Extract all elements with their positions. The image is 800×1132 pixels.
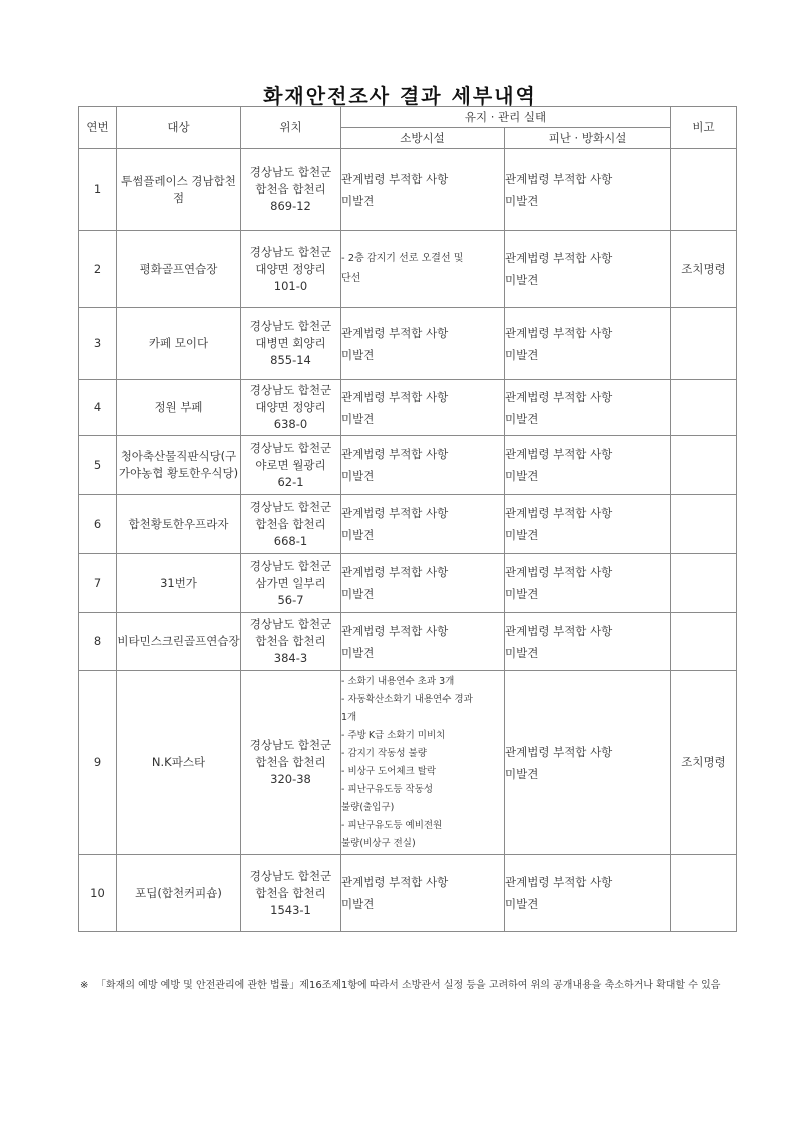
table-row <box>79 613 737 671</box>
header-fire-facility: 소방시설 <box>341 128 505 149</box>
row-fire-facility: 관계법령 부적합 사항 미발견 <box>341 855 505 932</box>
row-remark <box>671 149 737 231</box>
row-remark <box>671 380 737 436</box>
footnote-text: 「화재의 예방 예방 및 안전관리에 관한 법률」제16조제1항에 따라서 소방관서 실정 등을 고려하여 위의 공개내용을 축소하거나 확대할 수 있음 <box>96 980 721 991</box>
table-row <box>79 495 737 554</box>
reference-mark-icon: ※ <box>80 980 89 991</box>
row-target: 투썸플레이스 경남합천점 <box>117 149 241 231</box>
row-no: 6 <box>79 495 117 554</box>
row-remark <box>671 855 737 932</box>
row-remark <box>671 613 737 671</box>
row-location: 경상남도 합천군 대병면 회양리 855-14 <box>241 308 341 380</box>
row-no: 8 <box>79 613 117 671</box>
table-row <box>79 436 737 495</box>
row-no: 2 <box>79 231 117 308</box>
row-location: 경상남도 합천군 삼가면 일부리 56-7 <box>241 554 341 613</box>
row-no: 10 <box>79 855 117 932</box>
table-row <box>79 308 737 380</box>
row-evac-facility: 관계법령 부적합 사항 미발견 <box>505 380 671 436</box>
row-target: 평화골프연습장 <box>117 231 241 308</box>
page-title: 화재안전조사 결과 세부내역 <box>263 84 537 108</box>
row-target: 31번가 <box>117 554 241 613</box>
row-evac-facility: 관계법령 부적합 사항 미발견 <box>505 554 671 613</box>
row-fire-facility: - 2층 감지기 선로 오결선 및 단선 <box>341 231 505 308</box>
row-location: 경상남도 합천군 합천읍 합천리 1543-1 <box>241 855 341 932</box>
row-evac-facility: 관계법령 부적합 사항 미발견 <box>505 671 671 855</box>
row-no: 9 <box>79 671 117 855</box>
header-remark: 비고 <box>671 107 737 149</box>
row-remark <box>671 495 737 554</box>
row-location: 경상남도 합천군 합천읍 합천리 869-12 <box>241 149 341 231</box>
row-fire-facility: 관계법령 부적합 사항 미발견 <box>341 149 505 231</box>
row-target: 합천황토한우프라자 <box>117 495 241 554</box>
header-status: 유지 · 관리 실태 <box>341 107 671 128</box>
header-evac-facility: 피난 · 방화시설 <box>505 128 671 149</box>
row-fire-facility: - 소화기 내용연수 초과 3개 - 자동확산소화기 내용연수 경과 1개 - 주방 K급 소화기 미비치 - 감지기 작동성 불량 - 비상구 도어체크 탈락 - 피난구유도등 작동성 불량(출입구) - 피난구유도등 예비전원 불량(비상구 전실) <box>341 671 505 855</box>
row-remark: 조치명령 <box>671 671 737 855</box>
table-row <box>79 231 737 308</box>
table-row <box>79 380 737 436</box>
row-remark <box>671 436 737 495</box>
row-target: 포딥(합천커피숍) <box>117 855 241 932</box>
row-evac-facility: 관계법령 부적합 사항 미발견 <box>505 436 671 495</box>
table-row <box>79 554 737 613</box>
row-evac-facility: 관계법령 부적합 사항 미발견 <box>505 495 671 554</box>
row-target: 청아축산물직판식당(구 가야농협 황토한우식당) <box>117 436 241 495</box>
row-fire-facility: 관계법령 부적합 사항 미발견 <box>341 308 505 380</box>
inspection-results-table <box>78 106 737 932</box>
row-no: 5 <box>79 436 117 495</box>
row-location: 경상남도 합천군 야로면 월광리 62-1 <box>241 436 341 495</box>
header-no: 연번 <box>79 107 117 149</box>
row-remark <box>671 308 737 380</box>
row-evac-facility: 관계법령 부적합 사항 미발견 <box>505 231 671 308</box>
row-location: 경상남도 합천군 합천읍 합천리 384-3 <box>241 613 341 671</box>
row-location: 경상남도 합천군 합천읍 합천리 668-1 <box>241 495 341 554</box>
row-no: 3 <box>79 308 117 380</box>
row-evac-facility: 관계법령 부적합 사항 미발견 <box>505 613 671 671</box>
row-no: 4 <box>79 380 117 436</box>
table-row <box>79 855 737 932</box>
row-no: 7 <box>79 554 117 613</box>
row-target: 비타민스크린골프연습장 <box>117 613 241 671</box>
header-location: 위치 <box>241 107 341 149</box>
row-evac-facility: 관계법령 부적합 사항 미발견 <box>505 149 671 231</box>
row-no: 1 <box>79 149 117 231</box>
row-fire-facility: 관계법령 부적합 사항 미발견 <box>341 613 505 671</box>
row-fire-facility: 관계법령 부적합 사항 미발견 <box>341 554 505 613</box>
table-row <box>79 671 737 855</box>
row-location: 경상남도 합천군 합천읍 합천리 320-38 <box>241 671 341 855</box>
row-target: 카페 모이다 <box>117 308 241 380</box>
row-location: 경상남도 합천군 대양면 정양리 101-0 <box>241 231 341 308</box>
row-target: N.K파스타 <box>117 671 241 855</box>
row-evac-facility: 관계법령 부적합 사항 미발견 <box>505 308 671 380</box>
row-evac-facility: 관계법령 부적합 사항 미발견 <box>505 855 671 932</box>
footnote <box>80 976 740 996</box>
row-fire-facility: 관계법령 부적합 사항 미발견 <box>341 380 505 436</box>
header-target: 대상 <box>117 107 241 149</box>
row-fire-facility: 관계법령 부적합 사항 미발견 <box>341 436 505 495</box>
table-row <box>79 149 737 231</box>
row-target: 정원 부페 <box>117 380 241 436</box>
row-remark: 조치명령 <box>671 231 737 308</box>
row-fire-facility: 관계법령 부적합 사항 미발견 <box>341 495 505 554</box>
row-location: 경상남도 합천군 대양면 정양리 638-0 <box>241 380 341 436</box>
row-remark <box>671 554 737 613</box>
